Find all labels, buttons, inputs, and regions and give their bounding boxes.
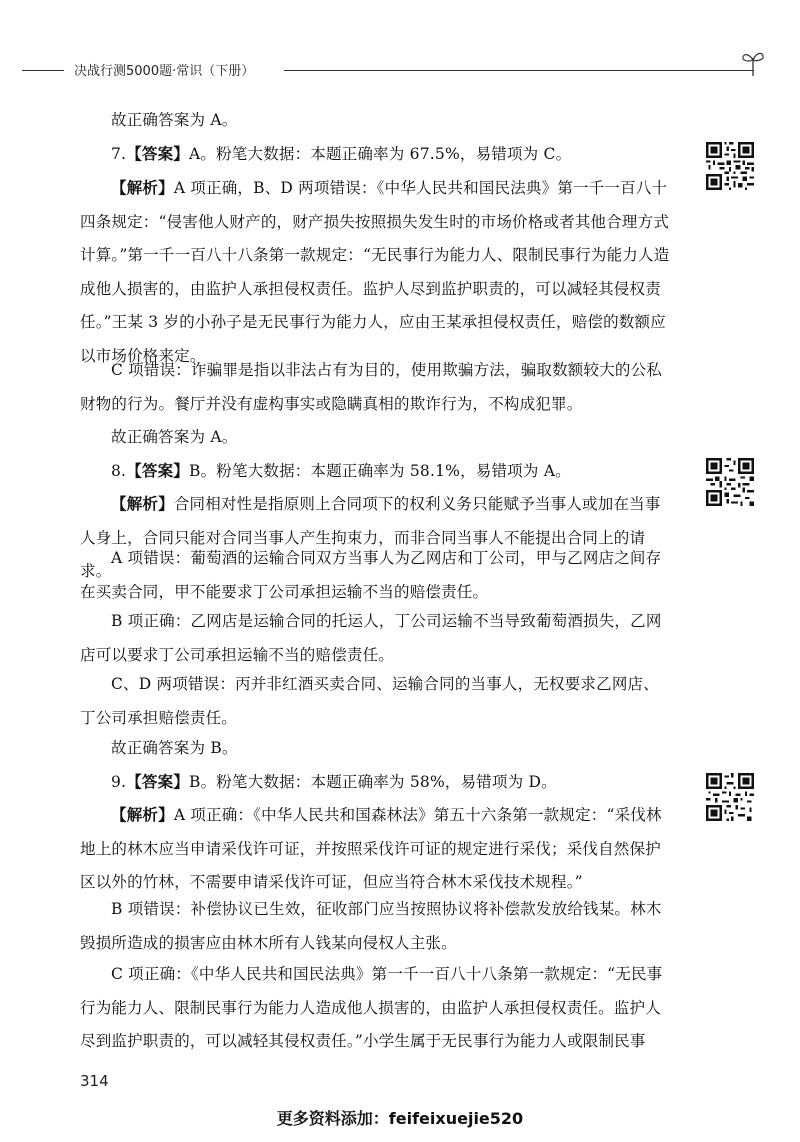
q9-option-c: C 项正确：《中华人民共和国民法典》第一千一百八十八条第一款规定：“无民事行为能力人、限制民事行为能力人造成他人损害的，由监护人承担侵权责任。监护人尽到监护职责的，可以减轻其侵权责任。”小学生属于无民事行为能力人或限制民事	[80, 965, 663, 1050]
qr-code-icon	[706, 458, 754, 506]
q7-analysis: 【解析】A 项正确，B、D 两项错误：《中华人民共和国民法典》第一千一百八十四条规定：“侵害他人财产的，财产损失按照损失发生时的市场价格或者其他合理方式计算。”第一千一百八十八条第一款规定：“无民事行为能力人、限制民事行为能力人造成他人损害的，由监护人承担侵权责任。监护人尽到监护职责的，可以减轻其侵权责任。”王某 3 岁的小孙子是无民事行为能力人，应由王某承担侵权责任，赔偿的数额应以市场价格来定。	[80, 178, 670, 365]
q8-option-b: B 项正确：乙网店是运输合同的托运人，丁公司运输不当导致葡萄酒损失，乙网店可以要求丁公司承担运输不当的赔偿责任。	[80, 612, 662, 664]
q7-option-c: C 项错误：诈骗罪是指以非法占有为目的，使用欺骗方法，骗取数额较大的公私财物的行为。餐厅并没有虚构事实或隐瞒真相的欺诈行为，不构成犯罪。	[80, 361, 662, 413]
q8-answer: 8.【答案】B。粉笔大数据：本题正确率为 58.1%，易错项为 A。	[111, 461, 571, 480]
qr-code-icon	[706, 142, 754, 190]
book-title: 决战行测5000题·常识（下册）	[74, 64, 255, 79]
qr-code-icon	[706, 773, 754, 821]
q9-analysis: 【解析】A 项正确：《中华人民共和国森林法》第五十六条第一款规定：“采伐林地上的林木应当申请采伐许可证，并按照采伐许可证的规定进行采伐；采伐自然保护区以外的竹林，不需要申请采伐许可证，但应当符合林木采伐技术规程。”	[80, 805, 662, 891]
q8-option-cd: C、D 两项错误：丙并非红酒买卖合同、运输合同的当事人，无权要求乙网店、丁公司承担赔偿责任。	[80, 675, 659, 727]
footer-note: 更多资料添加：feifeixuejie520	[276, 1109, 524, 1128]
answer-line: 故正确答案为 A。	[111, 111, 238, 129]
q9-option-b: B 项错误：补偿协议已生效，征收部门应当按照协议将补偿款发放给钱某。林木毁损所造成的损害应由林木所有人钱某向侵权人主张。	[80, 900, 662, 952]
q8-analysis: 【解析】合同相对性是指原则上合同项下的权利义务只能赋予当事人或加在当事人身上，合同只能对合同当事人产生拘束力，而非合同当事人不能提出合同上的请求。	[80, 494, 661, 580]
page-number: 314	[80, 1072, 109, 1090]
q7-final-answer: 故正确答案为 A。	[111, 428, 238, 446]
q7-answer: 7.【答案】A。粉笔大数据：本题正确率为 67.5%，易错项为 C。	[111, 144, 572, 163]
q8-option-a: A 项错误：葡萄酒的运输合同双方当事人为乙网店和丁公司，甲与乙网店之间存在买卖合同，甲不能要求丁公司承担运输不当的赔偿责任。	[80, 549, 662, 601]
q8-final-answer: 故正确答案为 B。	[111, 739, 238, 757]
q9-answer: 9.【答案】B。粉笔大数据：本题正确率为 58%，易错项为 D。	[111, 772, 557, 791]
